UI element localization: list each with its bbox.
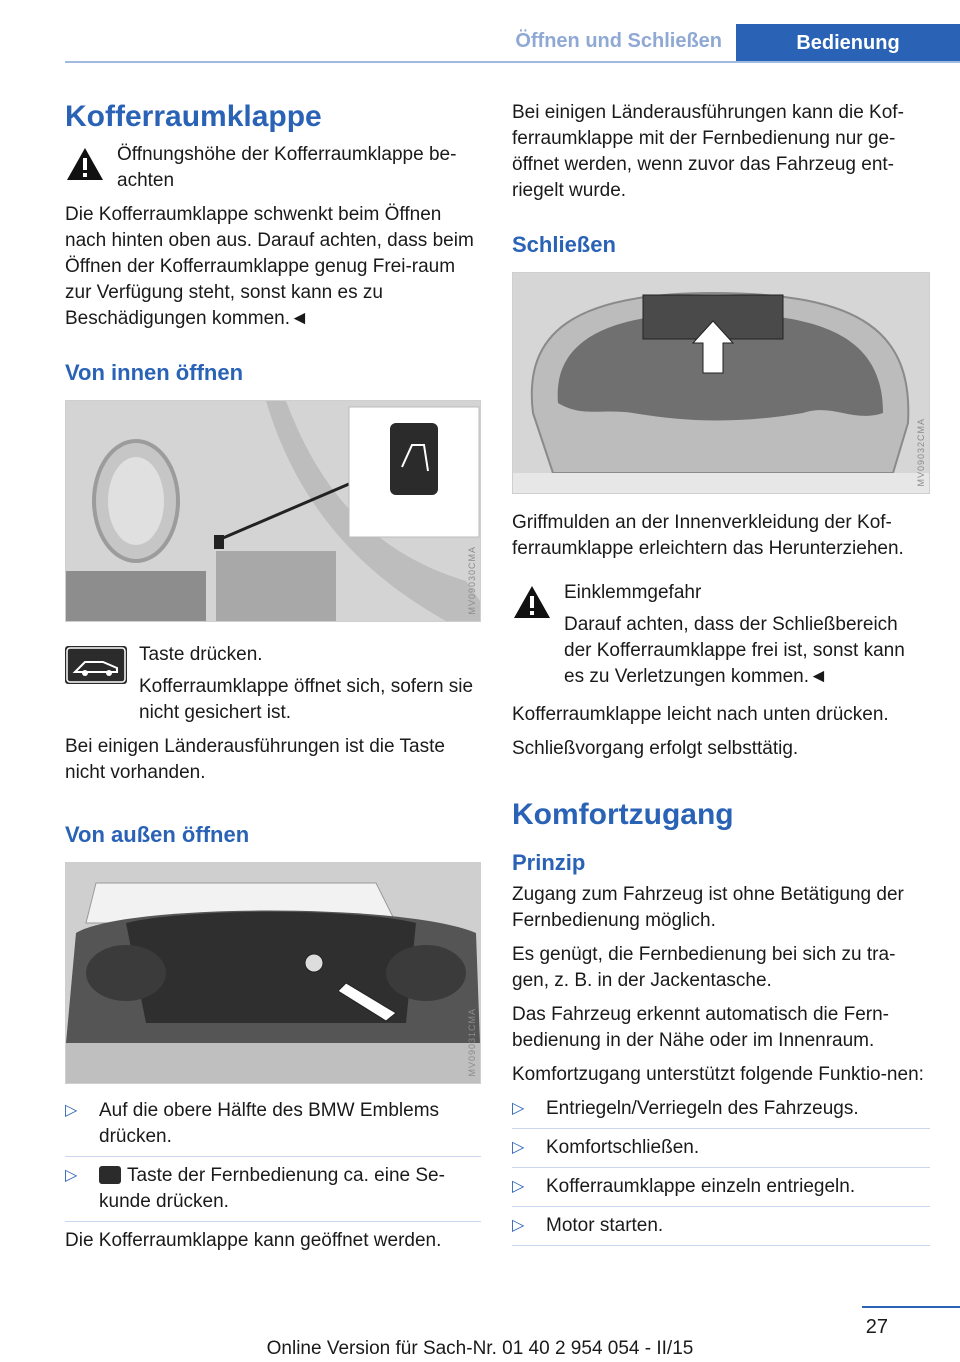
heading-inside-open: Von innen öffnen [65, 360, 244, 385]
heading-principle: Prinzip [512, 850, 586, 875]
triangle-bullet-icon: ▷ [65, 1102, 78, 1119]
triangle-bullet-icon: ▷ [512, 1100, 525, 1117]
triangle-bullet-icon: ▷ [512, 1139, 525, 1156]
step-text: Auf die obere Hälfte des BMW Emblems drücken. [99, 1100, 440, 1147]
right-column [512, 100, 930, 1252]
triangle-bullet-icon: ▷ [512, 1178, 525, 1195]
outside-steps-list [65, 1098, 481, 1222]
footer-online-version: Online Version für Sach-Nr. 01 40 2 954 054 - II/15 [266, 1338, 694, 1359]
list-item [512, 1213, 930, 1246]
figure-code: MV09031CMA [467, 1008, 477, 1077]
key-line-press: Taste drücken. [139, 644, 263, 665]
warning-text: Darauf achten, dass der Schließbereich der Kofferraumklappe frei ist, sonst kann es zu Verletzungen kommen.◄ [564, 614, 905, 687]
step-text: Taste der Fernbedienung ca. eine Se-kunde drücken. [99, 1165, 445, 1212]
page-number: 27 [865, 1316, 888, 1338]
warning-pinching [512, 580, 930, 690]
warning-opening-height [65, 142, 481, 194]
comfort-text-3: Das Fahrzeug erkennt automatisch die Fern-bedienung in der Nähe oder im Innenraum. [512, 1004, 890, 1051]
function-text: Entriegeln/Verriegeln des Fahrzeugs. [546, 1098, 859, 1119]
comfort-text-4: Komfortzugang unterstützt folgende Funktio-nen: [512, 1064, 924, 1085]
caption-grip-recesses: Griffmulden an der Innenverkleidung der Kof-ferraumklappe erleichtern das Herunterziehen. [512, 512, 904, 559]
header-rule [65, 61, 960, 63]
list-item [512, 1174, 930, 1207]
figure-code: MV09032CMA [916, 418, 926, 487]
close-step-press: Kofferraumklappe leicht nach unten drücken. [512, 704, 889, 725]
heading-outside-open: Von außen öffnen [65, 822, 250, 847]
interior-illustration [66, 401, 480, 621]
warning-triangle-icon [65, 146, 105, 182]
close-step-automatic: Schließvorgang erfolgt selbsttätig. [512, 738, 799, 759]
intro-text: Bei einigen Länderausführungen kann die Kof-ferraumklappe mit der Fernbedienung nur ge-öffnet werden, wenn zuvor das Fahrzeug ent-riegelt wurde. [512, 102, 904, 201]
heading-close: Schließen [512, 232, 616, 257]
exterior-illustration [66, 863, 480, 1083]
warning-title: Einklemmgefahr [564, 582, 702, 603]
note-country-variants: Bei einigen Länderausführungen ist die Taste nicht vorhanden. [65, 736, 445, 783]
key-instruction [65, 642, 481, 726]
function-text: Kofferraumklappe einzeln entriegeln. [546, 1176, 856, 1197]
figure-exterior-emblem [65, 862, 481, 1084]
figure-trunk-inner-lining [512, 272, 930, 494]
key-line-opens: Kofferraumklappe öffnet sich, sofern sie nicht gesichert ist. [139, 676, 474, 723]
car-trunk-icon [65, 646, 127, 684]
header-chapter-tab: Bedienung [736, 24, 960, 62]
closing-text: Die Kofferraumklappe kann geöffnet werden. [65, 1230, 442, 1251]
warning-title: Öffnungshöhe der Kofferraumklappe be-achten [117, 144, 457, 191]
figure-code: MV09030CMA [467, 546, 477, 615]
header-section-title: Öffnen und Schließen [515, 30, 722, 52]
title-kofferraumklappe: Kofferraumklappe [65, 100, 322, 133]
comfort-text-2: Es genügt, die Fernbedienung bei sich zu tra-gen, z. B. in der Jackentasche. [512, 944, 896, 991]
list-item [65, 1163, 481, 1222]
left-column [65, 100, 481, 1254]
list-item [65, 1098, 481, 1157]
comfort-text-1: Zugang zum Fahrzeug ist ohne Betätigung der Fernbedienung möglich. [512, 884, 904, 931]
function-text: Komfortschließen. [546, 1137, 700, 1158]
triangle-bullet-icon: ▷ [65, 1167, 78, 1184]
trunk-button-icon [65, 646, 127, 684]
figure-interior-button [65, 400, 481, 622]
remote-trunk-button-icon [99, 1166, 121, 1184]
heading-comfort-access: Komfortzugang [512, 798, 734, 831]
function-text: Motor starten. [546, 1215, 664, 1236]
list-item [512, 1096, 930, 1129]
footer-rule [862, 1306, 960, 1308]
list-item [512, 1135, 930, 1168]
comfort-functions-list [512, 1096, 930, 1246]
trunk-lining-illustration [513, 273, 929, 493]
warning-triangle-icon [512, 584, 552, 620]
warning-text: Die Kofferraumklappe schwenkt beim Öffnen nach hinten oben aus. Darauf achten, dass beim Öffnen der Kofferraumklappe genug Frei-raum zur Verfügung steht, sonst kann es zu Beschädigungen kommen.◄ [65, 204, 474, 329]
triangle-bullet-icon: ▷ [512, 1217, 525, 1234]
